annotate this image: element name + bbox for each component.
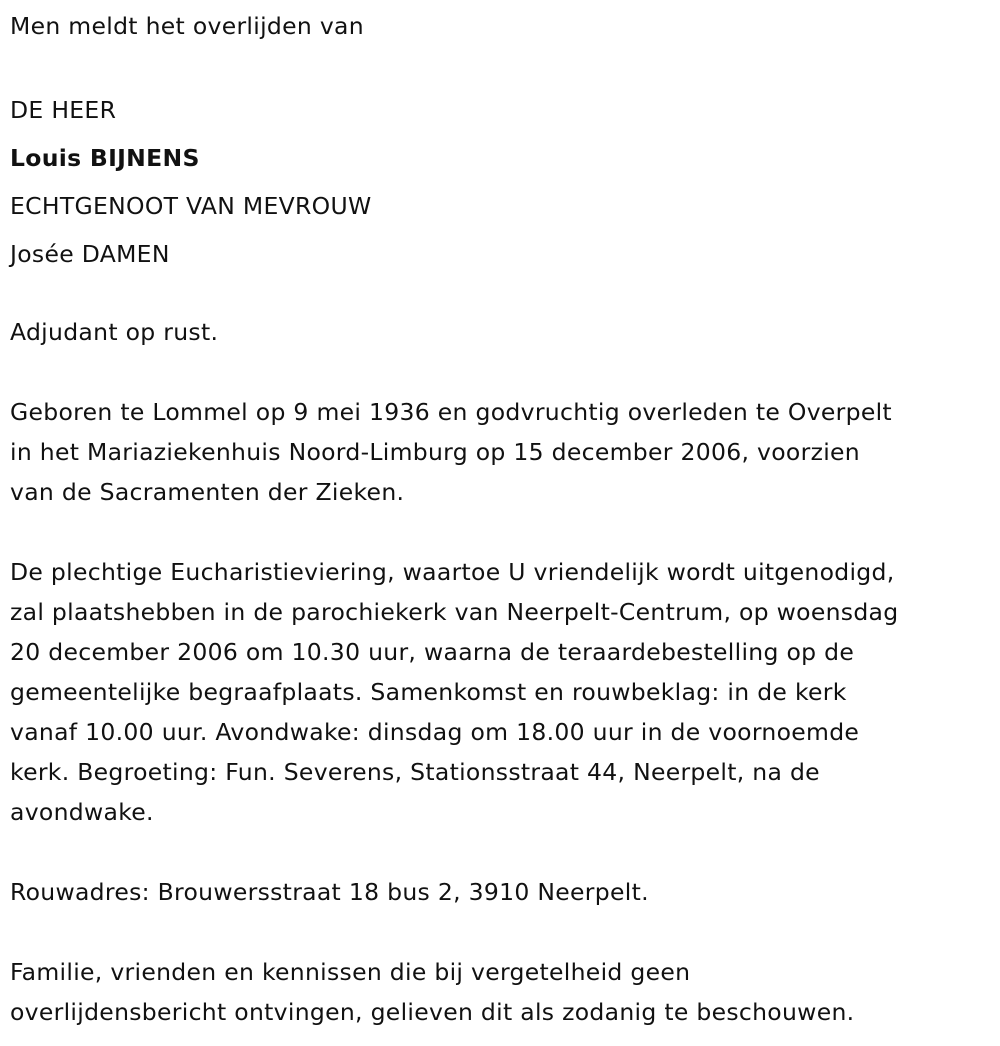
paragraph-line: vanaf 10.00 uur. Avondwake: dinsdag om 18.00 uur in de voornoemde <box>10 718 860 746</box>
paragraph-line: Geboren te Lommel op 9 mei 1936 en godvruchtig overleden te Overpelt <box>10 398 892 426</box>
birth-death-paragraph <box>10 392 995 512</box>
paragraph-line: overlijdensbericht ontvingen, gelieven dit als zodanig te beschouwen. <box>10 998 855 1026</box>
paragraph-line: 20 december 2006 om 10.30 uur, waarna de teraardebestelling op de <box>10 638 855 666</box>
paragraph-line: kerk. Begroeting: Fun. Severens, Stationsstraat 44, Neerpelt, na de <box>10 758 820 786</box>
occupation-text: Adjudant op rust. <box>10 318 219 346</box>
paragraph-line: gemeentelijke begraafplaats. Samenkomst en rouwbeklag: in de kerk <box>10 678 847 706</box>
spouse-label: ECHTGENOOT VAN MEVROUW <box>10 192 372 220</box>
spacer <box>10 278 995 312</box>
paragraph-line: zal plaatshebben in de parochiekerk van Neerpelt-Centrum, op woensdag <box>10 598 899 626</box>
paragraph-line: De plechtige Eucharistieviering, waartoe U vriendelijk wordt uitgenodigd, <box>10 558 895 586</box>
paragraph-line: avondwake. <box>10 798 154 826</box>
spouse-name: Josée DAMEN <box>10 240 170 268</box>
spacer <box>10 512 995 552</box>
ceremony-paragraph <box>10 552 995 832</box>
intro-text: Men meldt het overlijden van <box>10 12 364 40</box>
spacer <box>10 912 995 952</box>
closing-paragraph <box>10 952 995 1032</box>
mourning-address: Rouwadres: Brouwersstraat 18 bus 2, 3910 Neerpelt. <box>10 878 649 906</box>
paragraph-line: van de Sacramenten der Zieken. <box>10 478 405 506</box>
spacer <box>10 352 995 392</box>
title-text: DE HEER <box>10 96 117 124</box>
obituary-notice <box>10 0 995 1032</box>
paragraph-line: in het Mariaziekenhuis Noord-Limburg op 15 december 2006, voorzien <box>10 438 860 466</box>
spacer <box>10 46 995 86</box>
spacer <box>10 832 995 872</box>
paragraph-line: Familie, vrienden en kennissen die bij vergetelheid geen <box>10 958 691 986</box>
deceased-name: Louis BIJNENS <box>10 144 200 172</box>
